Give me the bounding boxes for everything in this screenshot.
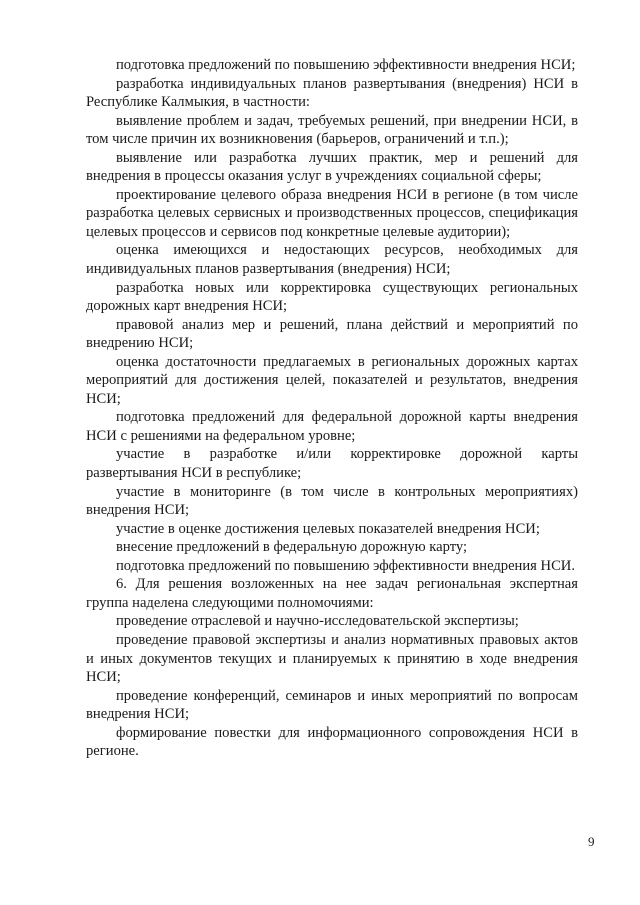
paragraph: подготовка предложений по повышению эффективности внедрения НСИ. [116,557,575,574]
paragraph: участие в мониторинге (в том числе в контрольных мероприятиях) внедрения НСИ; [86,483,578,519]
section-paragraph: 6. Для решения возложенных на нее задач региональная экспертная группа наделена следующими полномочиями: [86,576,578,611]
paragraph: подготовка предложений для федеральной дорожной карты внедрения НСИ с решениями на федеральном уровне; [86,409,578,444]
paragraph: проведение отраслевой и научно-исследовательской экспертизы; [116,613,519,630]
paragraph: разработка новых или корректировка существующих региональных дорожных карт внедрения НСИ; [86,279,578,315]
document-body [86,56,578,761]
paragraph: оценка имеющихся и недостающих ресурсов, необходимых для индивидуальных планов развертывания (внедрения) НСИ; [86,242,578,278]
paragraph: проектирование целевого образа внедрения НСИ в регионе (в том числе разработка целевых сервисных и производственных процессов, спецификация целевых процессов и сервисов под конкретные целевые аудитории); [86,186,578,240]
paragraph: внесение предложений в федеральную дорожную карту; [116,539,468,556]
paragraph: участие в разработке и/или корректировке дорожной карты развертывания НСИ в республике; [86,446,578,482]
paragraph: формирование повестки для информационного сопровождения НСИ в регионе. [86,724,578,760]
paragraph: выявление или разработка лучших практик, мер и решений для внедрения в процессы оказания услуг в учреждениях социальной сферы; [86,149,578,185]
paragraph: выявление проблем и задач, требуемых решений, при внедрении НСИ, в том числе причин их возникновения (барьеров, ограничений и т.п.); [86,112,578,148]
paragraph: оценка достаточности предлагаемых в региональных дорожных картах мероприятий для достижения целей, показателей и результатов, внедрения НСИ; [86,353,578,407]
paragraph: правовой анализ мер и решений, плана действий и мероприятий по внедрению НСИ; [86,316,578,352]
page-number: 9 [588,834,595,849]
paragraph: проведение конференций, семинаров и иных мероприятий по вопросам внедрения НСИ; [86,687,578,723]
paragraph: разработка индивидуальных планов развертывания (внедрения) НСИ в Республике Калмыкия, в частности: [86,75,578,111]
paragraph: подготовка предложений по повышению эффективности внедрения НСИ; [116,57,576,73]
paragraph: проведение правовой экспертизы и анализ нормативных правовых актов и иных документов текущих и планируемых к принятию в ходе внедрения НСИ; [86,631,578,686]
paragraph: участие в оценке достижения целевых показателей внедрения НСИ; [116,520,540,537]
